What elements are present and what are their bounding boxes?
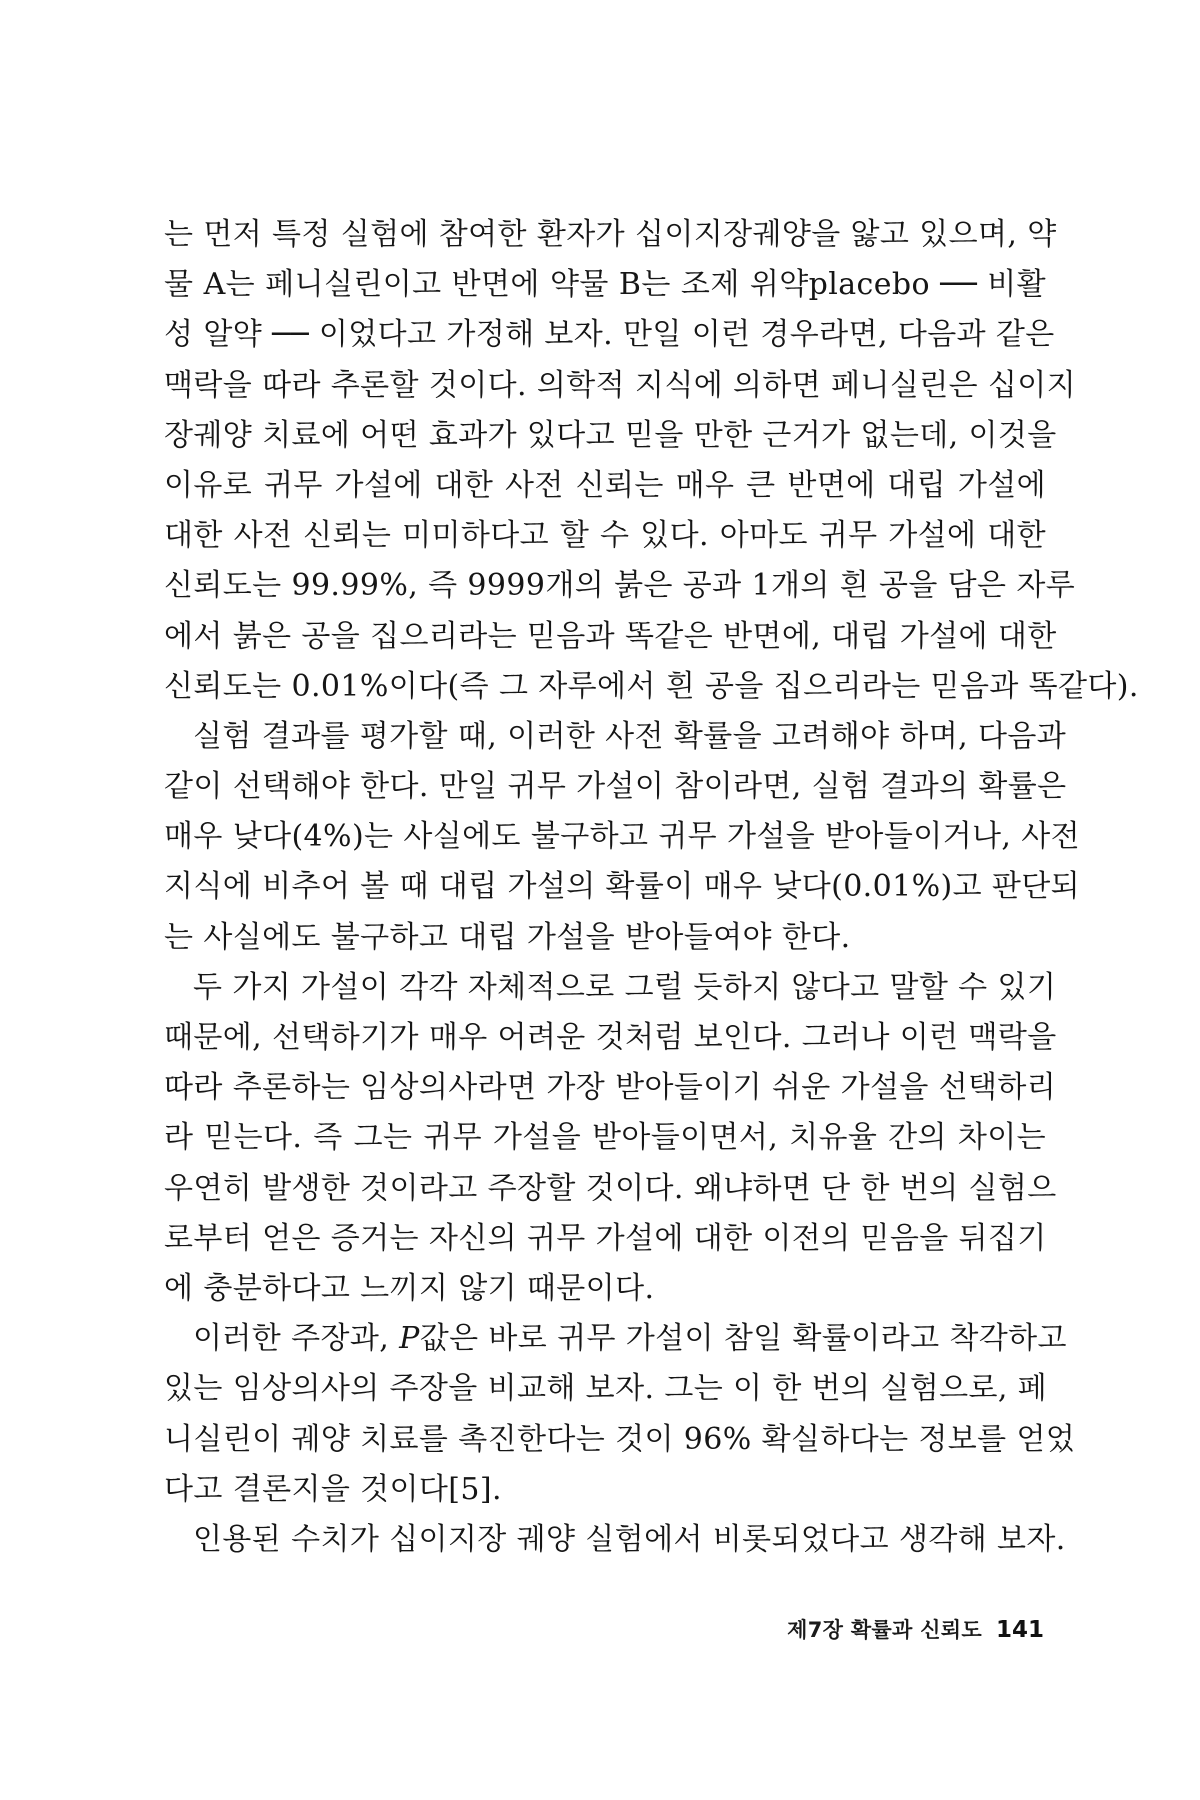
paragraph-4	[164, 1314, 1076, 1515]
text-line: 따라 추론하는 임상의사라면 가장 받아들이기 쉬운 가설을 선택하리	[164, 1070, 1057, 1106]
text-line: 로부터 얻은 증거는 자신의 귀무 가설에 대한 이전의 믿음을 뒤집기	[164, 1220, 1047, 1256]
text-line: 지식에 비추어 볼 때 대립 가설의 확률이 매우 낮다(0.01%)고 판단되	[164, 869, 1081, 905]
text-line: 물 A는 페니실린이고 반면에 약물 B는 조제 위약placebo ── 비활	[164, 267, 1046, 303]
text-line: 신뢰도는 0.01%이다(즉 그 자루에서 흰 공을 집으리라는 믿음과 똑같다).	[164, 668, 1139, 704]
paragraph-2	[164, 712, 1081, 963]
text-line: 인용된 수치가 십이지장 궤양 실험에서 비롯되었다고 생각해 보자.	[193, 1521, 1066, 1557]
page-footer	[787, 1610, 1044, 1650]
text-line: 있는 임상의사의 주장을 비교해 보자. 그는 이 한 번의 실험으로, 페	[164, 1371, 1048, 1407]
running-footer-chapter-title: 제7장 확률과 신뢰도	[787, 1618, 982, 1642]
text-line: 같이 선택해야 한다. 만일 귀무 가설이 참이라면, 실험 결과의 확률은	[164, 769, 1067, 805]
text-line: 우연히 발생한 것이라고 주장할 것이다. 왜냐하면 단 한 번의 실험으	[164, 1170, 1057, 1206]
text-line: 맥락을 따라 추론할 것이다. 의학적 지식에 의하면 페니실린은 십이지	[164, 367, 1077, 403]
page-number: 141	[995, 1617, 1044, 1643]
text-line: 는 먼저 특정 실험에 참여한 환자가 십이지장궤양을 앓고 있으며, 약	[164, 217, 1057, 252]
text-span: 값은 바로 귀무 가설이 참일 확률이라고 착각하고	[419, 1321, 1067, 1357]
text-line: 장궤양 치료에 어떤 효과가 있다고 믿을 만한 근거가 없는데, 이것을	[164, 417, 1057, 453]
text-line: 에서 붉은 공을 집으리라는 믿음과 똑같은 반면에, 대립 가설에 대한	[164, 618, 1057, 654]
text-line: 라 믿는다. 즉 그는 귀무 가설을 받아들이면서, 치유율 간의 차이는	[164, 1120, 1046, 1156]
text-line: 는 사실에도 불구하고 대립 가설을 받아들여야 한다.	[164, 919, 851, 955]
body-text	[164, 210, 1139, 1565]
paragraph-5	[164, 1515, 1066, 1565]
text-line: 에 충분하다고 느끼지 않기 때문이다.	[164, 1270, 655, 1306]
paragraph-3	[164, 963, 1057, 1314]
text-span: 이러한 주장과,	[193, 1321, 400, 1357]
text-line: 신뢰도는 99.99%, 즉 9999개의 붉은 공과 1개의 흰 공을 담은 자루	[164, 568, 1076, 604]
text-line: 매우 낮다(4%)는 사실에도 불구하고 귀무 가설을 받아들이거나, 사전	[164, 819, 1080, 855]
text-line: 두 가지 가설이 각각 자체적으로 그럴 듯하지 않다고 말할 수 있기	[193, 969, 1057, 1005]
text-line	[164, 1314, 1067, 1364]
text-line: 대한 사전 신뢰는 미미하다고 할 수 있다. 아마도 귀무 가설에 대한	[164, 518, 1046, 554]
text-line: 다고 결론지을 것이다[5].	[164, 1471, 502, 1507]
text-line: 때문에, 선택하기가 매우 어려운 것처럼 보인다. 그러나 이런 맥락을	[164, 1020, 1057, 1055]
p-value-symbol: P	[399, 1321, 420, 1357]
paragraph-1	[164, 210, 1139, 712]
text-line: 성 알약 ── 이었다고 가정해 보자. 만일 이런 경우라면, 다음과 같은	[164, 317, 1055, 353]
text-line: 이유로 귀무 가설에 대한 사전 신뢰는 매우 큰 반면에 대립 가설에	[164, 467, 1046, 503]
text-line: 니실린이 궤양 치료를 촉진한다는 것이 96% 확실하다는 정보를 얻었	[164, 1421, 1076, 1457]
text-line: 실험 결과를 평가할 때, 이러한 사전 확률을 고려해야 하며, 다음과	[193, 718, 1067, 754]
